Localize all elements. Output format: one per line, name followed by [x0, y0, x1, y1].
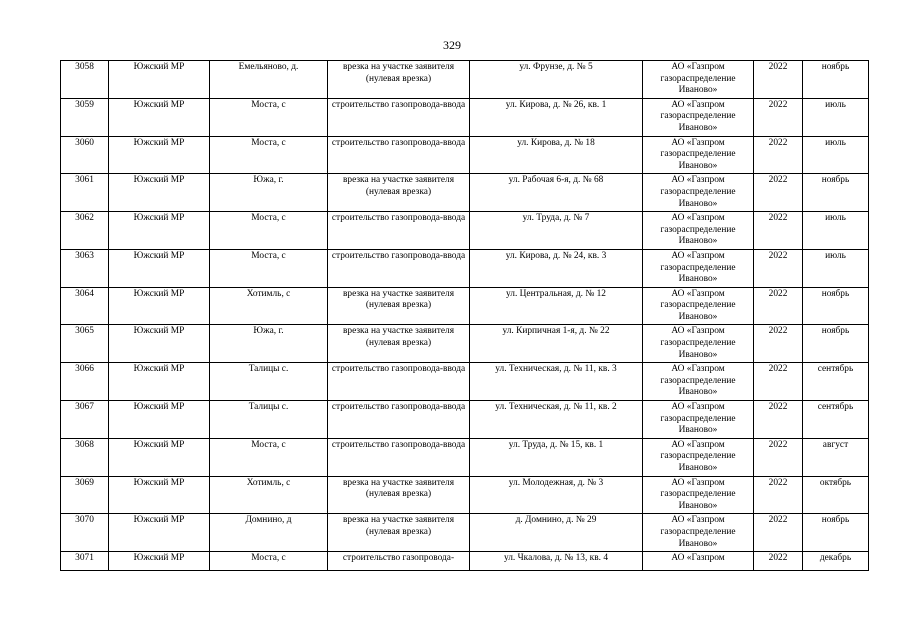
cell-org: АО «Газпром газораспределение Иваново» — [643, 438, 754, 476]
cell-address: ул. Труда, д. № 15, кв. 1 — [470, 438, 643, 476]
cell-locality: Южа, г. — [210, 174, 328, 212]
cell-district: Южский МР — [109, 401, 210, 439]
cell-district: Южский МР — [109, 552, 210, 571]
cell-locality: Талицы с. — [210, 363, 328, 401]
cell-org: АО «Газпром газораспределение Иваново» — [643, 136, 754, 174]
table-row — [61, 212, 869, 250]
cell-num: 3060 — [61, 136, 109, 174]
cell-work: врезка на участке заявителя (нулевая врезка) — [328, 174, 470, 212]
cell-org: АО «Газпром газораспределение Иваново» — [643, 174, 754, 212]
cell-locality: Моста, с — [210, 212, 328, 250]
cell-district: Южский МР — [109, 514, 210, 552]
cell-work: строительство газопровода-ввода — [328, 438, 470, 476]
cell-num: 3068 — [61, 438, 109, 476]
cell-year: 2022 — [754, 325, 803, 363]
cell-year: 2022 — [754, 401, 803, 439]
cell-locality: Моста, с — [210, 249, 328, 287]
cell-org: АО «Газпром — [643, 552, 754, 571]
cell-address: ул. Рабочая 6-я, д. № 68 — [470, 174, 643, 212]
cell-locality: Емельяново, д. — [210, 61, 328, 99]
cell-org: АО «Газпром газораспределение Иваново» — [643, 212, 754, 250]
cell-num: 3071 — [61, 552, 109, 571]
cell-month: июль — [803, 212, 869, 250]
cell-num: 3066 — [61, 363, 109, 401]
cell-month: октябрь — [803, 476, 869, 514]
cell-org: АО «Газпром газораспределение Иваново» — [643, 325, 754, 363]
cell-month: июль — [803, 98, 869, 136]
cell-work: строительство газопровода-ввода — [328, 98, 470, 136]
cell-num: 3063 — [61, 249, 109, 287]
cell-address: ул. Молодежная, д. № 3 — [470, 476, 643, 514]
table-row — [61, 287, 869, 325]
cell-org: АО «Газпром газораспределение Иваново» — [643, 363, 754, 401]
cell-num: 3065 — [61, 325, 109, 363]
table-row — [61, 438, 869, 476]
cell-work: врезка на участке заявителя (нулевая врезка) — [328, 287, 470, 325]
cell-locality: Южа, г. — [210, 325, 328, 363]
cell-locality: Моста, с — [210, 552, 328, 571]
cell-work: строительство газопровода-ввода — [328, 401, 470, 439]
cell-month: ноябрь — [803, 174, 869, 212]
cell-address: ул. Техническая, д. № 11, кв. 2 — [470, 401, 643, 439]
cell-district: Южский МР — [109, 136, 210, 174]
cell-work: строительство газопровода- — [328, 552, 470, 571]
cell-org: АО «Газпром газораспределение Иваново» — [643, 61, 754, 99]
cell-month: декабрь — [803, 552, 869, 571]
cell-num: 3062 — [61, 212, 109, 250]
cell-locality: Моста, с — [210, 98, 328, 136]
cell-month: сентябрь — [803, 363, 869, 401]
table-row — [61, 61, 869, 99]
cell-month: июль — [803, 136, 869, 174]
cell-work: строительство газопровода-ввода — [328, 212, 470, 250]
cell-org: АО «Газпром газораспределение Иваново» — [643, 98, 754, 136]
cell-work: врезка на участке заявителя (нулевая врезка) — [328, 514, 470, 552]
cell-num: 3059 — [61, 98, 109, 136]
cell-address: ул. Кирова, д. № 18 — [470, 136, 643, 174]
table-row — [61, 401, 869, 439]
table-row — [61, 476, 869, 514]
table-row — [61, 249, 869, 287]
cell-month: август — [803, 438, 869, 476]
cell-address: ул. Фрунзе, д. № 5 — [470, 61, 643, 99]
cell-work: строительство газопровода-ввода — [328, 249, 470, 287]
cell-district: Южский МР — [109, 363, 210, 401]
table-row — [61, 136, 869, 174]
cell-year: 2022 — [754, 514, 803, 552]
cell-work: врезка на участке заявителя (нулевая врезка) — [328, 61, 470, 99]
table-row — [61, 552, 869, 571]
cell-work: врезка на участке заявителя (нулевая врезка) — [328, 476, 470, 514]
cell-district: Южский МР — [109, 249, 210, 287]
cell-year: 2022 — [754, 552, 803, 571]
cell-locality: Моста, с — [210, 438, 328, 476]
table-row — [61, 325, 869, 363]
cell-num: 3070 — [61, 514, 109, 552]
cell-locality: Хотимль, с — [210, 287, 328, 325]
cell-year: 2022 — [754, 212, 803, 250]
cell-year: 2022 — [754, 476, 803, 514]
cell-org: АО «Газпром газораспределение Иваново» — [643, 401, 754, 439]
cell-num: 3061 — [61, 174, 109, 212]
cell-work: строительство газопровода-ввода — [328, 136, 470, 174]
cell-district: Южский МР — [109, 476, 210, 514]
cell-year: 2022 — [754, 61, 803, 99]
cell-num: 3064 — [61, 287, 109, 325]
cell-district: Южский МР — [109, 287, 210, 325]
cell-locality: Хотимль, с — [210, 476, 328, 514]
cell-work: врезка на участке заявителя (нулевая врезка) — [328, 325, 470, 363]
cell-month: ноябрь — [803, 61, 869, 99]
table-row — [61, 514, 869, 552]
cell-month: ноябрь — [803, 287, 869, 325]
cell-year: 2022 — [754, 363, 803, 401]
cell-year: 2022 — [754, 136, 803, 174]
cell-year: 2022 — [754, 249, 803, 287]
cell-year: 2022 — [754, 438, 803, 476]
table-row — [61, 98, 869, 136]
cell-month: июль — [803, 249, 869, 287]
cell-district: Южский МР — [109, 61, 210, 99]
cell-district: Южский МР — [109, 212, 210, 250]
cell-work: строительство газопровода-ввода — [328, 363, 470, 401]
cell-num: 3069 — [61, 476, 109, 514]
cell-address: д. Домнино, д. № 29 — [470, 514, 643, 552]
cell-org: АО «Газпром газораспределение Иваново» — [643, 514, 754, 552]
cell-year: 2022 — [754, 98, 803, 136]
cell-org: АО «Газпром газораспределение Иваново» — [643, 287, 754, 325]
table-body — [61, 61, 869, 571]
gas-connection-table — [60, 60, 869, 571]
cell-num: 3058 — [61, 61, 109, 99]
cell-address: ул. Чкалова, д. № 13, кв. 4 — [470, 552, 643, 571]
cell-org: АО «Газпром газораспределение Иваново» — [643, 476, 754, 514]
cell-year: 2022 — [754, 287, 803, 325]
cell-address: ул. Кирова, д. № 24, кв. 3 — [470, 249, 643, 287]
cell-address: ул. Труда, д. № 7 — [470, 212, 643, 250]
cell-month: ноябрь — [803, 514, 869, 552]
cell-num: 3067 — [61, 401, 109, 439]
cell-org: АО «Газпром газораспределение Иваново» — [643, 249, 754, 287]
table-row — [61, 174, 869, 212]
cell-month: ноябрь — [803, 325, 869, 363]
page-number: 329 — [443, 38, 461, 52]
cell-address: ул. Кирпичная 1-я, д. № 22 — [470, 325, 643, 363]
cell-address: ул. Кирова, д. № 26, кв. 1 — [470, 98, 643, 136]
cell-district: Южский МР — [109, 98, 210, 136]
cell-year: 2022 — [754, 174, 803, 212]
cell-district: Южский МР — [109, 174, 210, 212]
cell-month: сентябрь — [803, 401, 869, 439]
cell-locality: Моста, с — [210, 136, 328, 174]
table-row — [61, 363, 869, 401]
cell-address: ул. Техническая, д. № 11, кв. 3 — [470, 363, 643, 401]
cell-district: Южский МР — [109, 438, 210, 476]
cell-locality: Талицы с. — [210, 401, 328, 439]
cell-address: ул. Центральная, д. № 12 — [470, 287, 643, 325]
cell-district: Южский МР — [109, 325, 210, 363]
cell-locality: Домнино, д — [210, 514, 328, 552]
